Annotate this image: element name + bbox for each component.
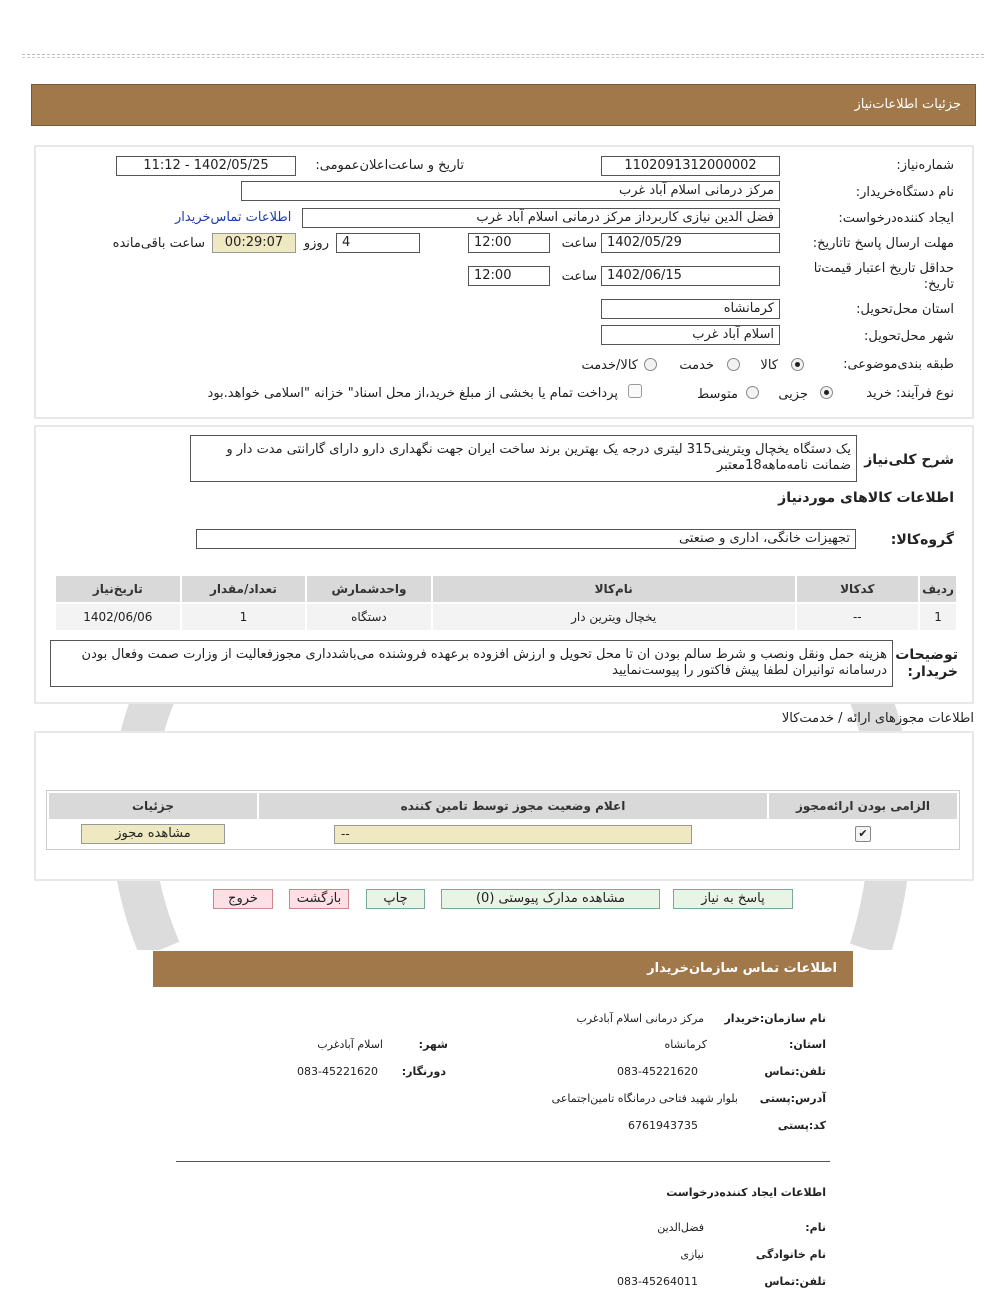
validity-label: حداقل تاریخ اعتبار قیمت‌تا تاریخ:: [813, 261, 954, 292]
contact-fax-value: 083-45221620: [297, 1065, 378, 1078]
cell-status: [259, 821, 767, 847]
creator-family-value: نیازی: [680, 1248, 704, 1261]
cell-row: 1: [920, 604, 956, 630]
page-header: [31, 84, 976, 126]
creator-phone-label: تلفن:تماس: [764, 1275, 826, 1288]
creator-name-label: نام:: [805, 1221, 826, 1234]
process-label: نوع فرآیند: خرید: [866, 386, 954, 401]
need-number-label: شماره‌نیاز:: [896, 158, 954, 173]
contact-province-value: کرمانشاه: [664, 1038, 707, 1051]
creator-family-label: نام خانوادگی: [755, 1248, 826, 1261]
top-divider: [22, 54, 984, 55]
col-qty: تعداد/مقدار: [182, 576, 305, 602]
contact-title: اطلاعات تماس سازمان‌خریدار: [647, 961, 837, 976]
creator-label: ایجاد کننده‌درخواست:: [838, 211, 954, 226]
back-button[interactable]: بازگشت: [289, 889, 349, 909]
col-status: اعلام وضعیت مجوز توسط تامین کننده: [259, 793, 767, 819]
cell-date: 1402/06/06: [56, 604, 180, 630]
col-row: ردیف: [920, 576, 956, 602]
col-name: نام‌کالا: [433, 576, 795, 602]
print-button[interactable]: چاپ: [366, 889, 425, 909]
announce-field: 1402/05/25 - 11:12: [116, 156, 296, 176]
col-unit: واحدشمارش: [307, 576, 431, 602]
province-label: استان محل‌تحویل:: [856, 302, 954, 317]
cell-code: --: [797, 604, 918, 630]
category-option-both: کالا/خدمت: [581, 358, 638, 373]
contact-address-label: آدرس:پستی: [759, 1092, 826, 1105]
deadline-date-field: 1402/05/29: [601, 233, 780, 253]
category-radio-service[interactable]: [727, 358, 740, 371]
buyer-notes-field: هزینه حمل ونقل ونصب و شرط سالم بودن ان تا محل تحویل و ارزش افزوده برعهده فروشنده می‌باشدداری مجوزفعالیت از وزارت صمت وفعال بودن درسامانه توانیران لطفا پیش فاکتور را پیوست‌نمایید: [50, 640, 893, 687]
category-label: طبقه بندی‌موضوعی:: [843, 357, 954, 372]
cell-unit: دستگاه: [307, 604, 431, 630]
treasury-payment-note: پرداخت تمام یا بخشی از مبلغ خرید،از محل اسناد" خزانه "اسلامی خواهد.بود: [207, 386, 618, 401]
table-row: [56, 604, 956, 630]
goods-table: [54, 574, 958, 632]
city-field: اسلام آباد غرب: [601, 325, 780, 345]
licenses-title: اطلاعات مجوزهای ارائه / خدمت‌کالا: [781, 711, 974, 726]
remaining-timer: 00:29:07: [212, 233, 296, 253]
licenses-table-header: [49, 793, 957, 819]
creator-field: فضل الدین نیازی کاربرداز مرکز درمانی اسلام آباد غرب: [302, 208, 780, 228]
group-field: تجهیزات خانگی، اداری و صنعتی: [196, 529, 856, 549]
contact-divider: [176, 1161, 830, 1162]
licenses-table: [46, 790, 960, 850]
contact-org-label: نام سازمان:خریدار: [724, 1012, 826, 1025]
announce-label: تاریخ و ساعت‌اعلان‌عمومی:: [315, 158, 464, 173]
contact-phone-value: 083-45221620: [617, 1065, 698, 1078]
contact-fax-label: دورنگار:: [401, 1065, 446, 1078]
process-option-medium: متوسط: [697, 387, 738, 402]
group-label: گروه‌کالا:: [890, 532, 954, 548]
exit-button[interactable]: خروج: [213, 889, 273, 909]
license-status-field: --: [334, 825, 692, 844]
col-details: جزئیات: [49, 793, 257, 819]
creator-name-value: فضل‌الدین: [657, 1221, 704, 1234]
remaining-label: ساعت باقی‌مانده: [112, 236, 205, 251]
need-number-field: 1102091312000002: [601, 156, 780, 176]
checkmark-icon: ✔: [855, 826, 871, 842]
view-license-button[interactable]: مشاهده مجوز: [81, 824, 225, 844]
province-field: کرمانشاه: [601, 299, 780, 319]
city-label: شهر محل‌تحویل:: [864, 329, 954, 344]
description-label: شرح کلی‌نیاز: [864, 452, 954, 468]
creator-info-title: اطلاعات ایجاد کننده‌درخواست: [666, 1186, 826, 1199]
validity-time-label: ساعت: [561, 269, 597, 284]
contact-province-label: استان:: [789, 1038, 826, 1051]
buyer-contact-link[interactable]: اطلاعات تماس‌خریدار: [175, 210, 292, 225]
cell-required: [769, 821, 957, 847]
validity-time-field: 12:00: [468, 266, 550, 286]
days-field: 4: [336, 233, 420, 253]
contact-org-value: مرکز درمانی اسلام آبادغرب: [576, 1012, 704, 1025]
contact-postal-value: 6761943735: [628, 1119, 698, 1132]
description-field: یک دستگاه یخچال ویترینی315 لیتری درجه یک بهترین برند ساخت ایران جهت نگهداری دارو دارای گارانتی مدت دار و ضمانت نامه‌ماهه18معتبر: [190, 435, 857, 482]
category-radio-both[interactable]: [644, 358, 657, 371]
attachments-button[interactable]: مشاهده مدارک پیوستی (0): [441, 889, 660, 909]
contact-city-label: شهر:: [418, 1038, 448, 1051]
contact-phone-label: تلفن:تماس: [764, 1065, 826, 1078]
days-label: روزو: [303, 236, 329, 251]
contact-city-value: اسلام آبادغرب: [317, 1038, 383, 1051]
validity-date-field: 1402/06/15: [601, 266, 780, 286]
deadline-time-label: ساعت: [561, 236, 597, 251]
col-date: تاریخ‌نیاز: [56, 576, 180, 602]
process-option-minor: جزیی: [778, 387, 808, 402]
contact-postal-label: کد:پستی: [777, 1119, 826, 1132]
reply-button[interactable]: پاسخ به نیاز: [673, 889, 793, 909]
treasury-payment-checkbox[interactable]: [628, 384, 642, 398]
process-radio-minor[interactable]: [820, 386, 833, 399]
deadline-label: مهلت ارسال پاسخ تا‌تاریخ:: [812, 236, 954, 251]
goods-table-header: [56, 576, 956, 602]
category-radio-goods[interactable]: [791, 358, 804, 371]
breadcrumb[interactable]: جزئیات اطلاعات‌نیاز: [854, 97, 961, 112]
cell-qty: 1: [182, 604, 305, 630]
col-code: کدکالا: [797, 576, 918, 602]
table-row: [49, 821, 957, 847]
contact-address-value: بلوار شهید فتاحی درمانگاه تامین‌اجتماعی: [551, 1092, 738, 1105]
goods-info-title: اطلاعات کالاهای مورد‌نیاز: [778, 490, 954, 506]
category-option-goods: کالا: [760, 358, 778, 373]
col-required: الزامی بودن ارائه‌مجوز: [769, 793, 957, 819]
deadline-time-field: 12:00: [468, 233, 550, 253]
cell-name: یخچال ویترین دار: [433, 604, 795, 630]
category-option-service: خدمت: [679, 358, 714, 373]
buyer-org-label: نام دستگاه‌خریدار:: [855, 185, 954, 200]
creator-phone-value: 083-45264011: [617, 1275, 698, 1288]
contact-header: [153, 951, 853, 987]
buyer-notes-label: توضیحات خریدار:: [895, 647, 958, 680]
process-radio-medium[interactable]: [746, 386, 759, 399]
cell-details: [49, 821, 257, 847]
buyer-org-field: مرکز درمانی اسلام آباد غرب: [241, 181, 780, 201]
top-divider-2: [22, 57, 984, 58]
